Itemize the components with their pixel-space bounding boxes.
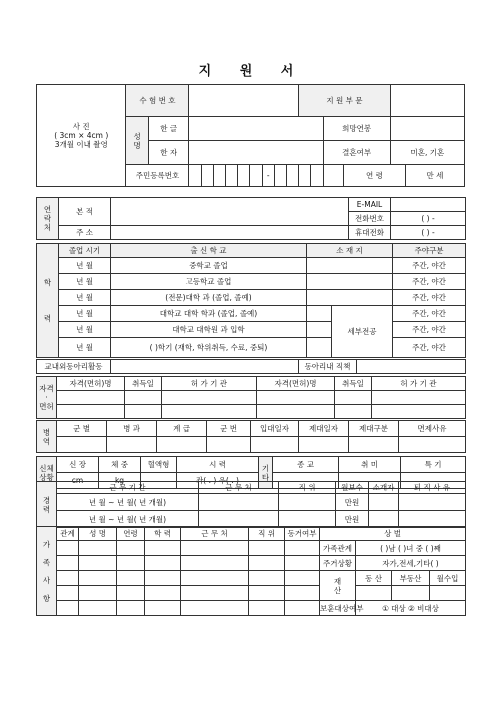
salary-field[interactable]: 만원 <box>336 511 369 528</box>
military-header: 병 과 <box>107 421 157 437</box>
relation-label: 가족관계 <box>320 541 356 556</box>
religion-header: 종 교 <box>273 457 339 473</box>
blood-header: 혈액형 <box>141 457 177 473</box>
location-field[interactable] <box>307 274 393 290</box>
exam-no-label: 수 험 번 호 <box>126 85 189 117</box>
dept-label: 지 원 부 문 <box>299 85 390 117</box>
family-header: 관계 <box>57 527 79 541</box>
marital-value: 미혼, 기혼 <box>390 141 464 165</box>
license-issuer-header: 허 가 기 관 <box>162 377 257 391</box>
license-cell[interactable] <box>162 405 257 419</box>
family-header: 성 명 <box>79 527 117 541</box>
email-field[interactable] <box>391 198 466 212</box>
education-label: 학 력 <box>37 244 59 358</box>
license-date-header: 취득일 <box>335 377 372 391</box>
award-header: 상 벌 <box>320 527 466 541</box>
daynight-header: 주야구분 <box>393 244 466 258</box>
license-cell[interactable] <box>57 391 125 405</box>
grad-date: 년 월 <box>59 274 111 290</box>
military-header: 면제사유 <box>399 421 466 437</box>
phone-field[interactable]: ( ) - <box>391 212 466 226</box>
license-cell[interactable] <box>335 391 372 405</box>
grad-date: 년 월 <box>59 338 111 358</box>
veteran-label: 보훈대상여부 <box>320 601 356 616</box>
family-cell[interactable] <box>249 601 285 616</box>
hanja-label: 한 자 <box>148 141 189 165</box>
family-cell[interactable] <box>57 556 79 571</box>
salary-field[interactable]: 만원 <box>336 494 369 511</box>
location-field[interactable] <box>307 306 332 322</box>
referee-field[interactable] <box>369 494 399 511</box>
school-row: 고등학교 졸업 <box>111 274 307 290</box>
hangul-field[interactable] <box>189 117 323 141</box>
family-cell[interactable] <box>181 571 249 586</box>
position-field[interactable] <box>279 494 336 511</box>
domicile-label: 본 적 <box>59 198 111 226</box>
military-cell[interactable] <box>107 437 157 453</box>
family-cell[interactable] <box>145 556 181 571</box>
military-header: 군 번 <box>207 421 251 437</box>
family-cell[interactable] <box>145 586 181 601</box>
family-cell[interactable] <box>181 586 249 601</box>
grad-date: 년 월 <box>59 322 111 338</box>
military-cell[interactable] <box>251 437 299 453</box>
photo-note: 3개월 이내 촬영 <box>54 140 108 149</box>
license-cell[interactable] <box>335 405 372 419</box>
company-field[interactable] <box>199 511 279 528</box>
rrn-dash: - <box>262 165 274 187</box>
daynight: 주간, 야간 <box>393 290 466 306</box>
family-header: 직 위 <box>249 527 285 541</box>
family-cell[interactable] <box>249 571 285 586</box>
military-cell[interactable] <box>299 437 349 453</box>
company-field[interactable] <box>199 494 279 511</box>
family-cell[interactable] <box>285 571 320 586</box>
military-header: 제대구분 <box>349 421 399 437</box>
daynight: 주간, 야간 <box>393 274 466 290</box>
rrn-digit[interactable] <box>323 165 343 187</box>
career-label: 경 력 <box>37 482 57 528</box>
photo-size: ( 3cm × 4cm ) <box>54 131 109 140</box>
mobile-field[interactable]: ( ) - <box>391 226 466 240</box>
period-field[interactable]: 년 월 ~ 년 월( 년 개월) <box>57 511 199 528</box>
contact-label: 연 락 처 <box>37 198 59 240</box>
position-field[interactable] <box>279 511 336 528</box>
salary-field[interactable] <box>390 117 464 141</box>
license-cell[interactable] <box>162 391 257 405</box>
family-cell[interactable] <box>57 571 79 586</box>
grad-date: 년 월 <box>59 258 111 274</box>
real-estate-label: 부동산 <box>392 571 430 586</box>
family-cell[interactable] <box>57 601 79 616</box>
license-cell[interactable] <box>57 405 125 419</box>
family-cell[interactable] <box>57 586 79 601</box>
license-cell[interactable] <box>257 405 335 419</box>
age-value: 만 세 <box>405 165 464 187</box>
family-cell[interactable] <box>249 541 285 556</box>
referee-header: 소개자 <box>369 482 399 494</box>
club-field[interactable] <box>111 360 299 374</box>
grad-date: 년 월 <box>59 290 111 306</box>
position-header: 직 위 <box>279 482 336 494</box>
license-table <box>36 376 466 419</box>
height-header: 신 장 <box>57 457 99 473</box>
family-cell[interactable] <box>57 541 79 556</box>
location-field[interactable] <box>307 258 393 274</box>
rrn-digit[interactable] <box>311 165 323 187</box>
school-row: 대학교 대학 학과 (졸업, 졸예) <box>111 306 307 322</box>
domicile-field[interactable] <box>111 198 349 226</box>
hobby-header: 취 미 <box>339 457 401 473</box>
rrn-digit[interactable] <box>286 165 298 187</box>
family-header: 연령 <box>117 527 145 541</box>
military-table <box>36 420 466 453</box>
daynight: 주간, 야간 <box>393 338 466 358</box>
family-cell[interactable] <box>181 556 249 571</box>
military-cell[interactable] <box>57 437 107 453</box>
military-cell[interactable] <box>399 437 466 453</box>
body-label: 신체 상황 <box>37 457 57 489</box>
real-estate-field[interactable] <box>392 586 430 601</box>
family-cell[interactable] <box>79 556 117 571</box>
sight-field[interactable]: 좌( . ) 우( . ) <box>177 473 259 489</box>
career-table <box>36 481 466 528</box>
family-header: 근 무 처 <box>181 527 249 541</box>
location-field[interactable] <box>307 338 332 358</box>
income-field[interactable] <box>430 586 466 601</box>
name-label: 성 명 <box>126 117 148 165</box>
family-cell[interactable] <box>145 571 181 586</box>
family-cell[interactable] <box>249 556 285 571</box>
rrn-digit[interactable] <box>226 165 238 187</box>
movable-field[interactable] <box>356 586 392 601</box>
family-cell[interactable] <box>79 586 117 601</box>
school-header: 출 신 학 교 <box>111 244 307 258</box>
hangul-label: 한 글 <box>148 117 189 141</box>
contact-table <box>36 197 466 240</box>
family-cell[interactable] <box>181 601 249 616</box>
weight-field[interactable]: kg <box>99 473 141 489</box>
period-header: 근 무 기 간 <box>57 482 199 494</box>
license-cell[interactable] <box>125 405 162 419</box>
page-title: 지 원 서 <box>198 64 306 79</box>
family-cell[interactable] <box>79 601 117 616</box>
grad-date: 년 월 <box>59 306 111 322</box>
family-cell[interactable] <box>117 541 145 556</box>
address-field[interactable] <box>111 226 349 240</box>
veteran-field[interactable]: ① 대상 ② 비대상 <box>356 601 466 616</box>
company-header: 근 무 처 <box>199 482 279 494</box>
email-label: E-MAIL <box>349 198 391 212</box>
period-field[interactable]: 년 월 ~ 년 월( 년 개월) <box>57 494 199 511</box>
family-cell[interactable] <box>249 586 285 601</box>
family-cell[interactable] <box>117 571 145 586</box>
photo-label: 사 진 <box>72 122 90 131</box>
location-field[interactable] <box>307 322 332 338</box>
family-cell[interactable] <box>285 541 320 556</box>
movable-label: 동 산 <box>356 571 392 586</box>
photo-box <box>37 85 126 187</box>
mobile-label: 휴대전화 <box>349 226 391 240</box>
dept-field[interactable] <box>390 85 464 117</box>
daynight: 주간, 야간 <box>393 258 466 274</box>
rrn-digit[interactable] <box>299 165 311 187</box>
housing-field[interactable]: 자가,전세,기타( ) <box>356 556 466 571</box>
rrn-digit[interactable] <box>189 165 201 187</box>
grad-header: 졸업 시기 <box>59 244 111 258</box>
license-cell[interactable] <box>125 391 162 405</box>
family-cell[interactable] <box>285 586 320 601</box>
rrn-digit[interactable] <box>201 165 213 187</box>
age-label: 연 령 <box>343 165 405 187</box>
weight-header: 체 중 <box>99 457 141 473</box>
income-label: 월수입 <box>430 571 466 586</box>
license-date-header: 취득일 <box>125 377 162 391</box>
military-cell[interactable] <box>349 437 399 453</box>
family-cell[interactable] <box>117 601 145 616</box>
rrn-digit[interactable] <box>274 165 286 187</box>
skill-header: 특 기 <box>401 457 466 473</box>
salary-header: 월보수 <box>336 482 369 494</box>
family-cell[interactable] <box>79 571 117 586</box>
school-row: (전문)대학 과 (졸업, 졸예) <box>111 290 307 306</box>
exam-no-field[interactable] <box>189 85 299 117</box>
school-row: 대학교 대학원 과 입학 <box>111 322 307 338</box>
club-label: 교내외동아리활동 <box>37 360 111 374</box>
military-label: 병 역 <box>37 421 57 453</box>
marital-label: 결혼여부 <box>323 141 390 165</box>
property-label: 재 산 <box>320 571 356 601</box>
housing-label: 주거상황 <box>320 556 356 571</box>
reason-field[interactable] <box>399 494 466 511</box>
family-table <box>36 526 466 616</box>
education-table <box>36 243 466 358</box>
family-label: 가 족 사 항 <box>37 527 57 616</box>
family-cell[interactable] <box>117 556 145 571</box>
military-header: 제대일자 <box>299 421 349 437</box>
daynight: 주간, 야간 <box>393 306 466 322</box>
referee-field[interactable] <box>369 511 399 528</box>
military-cell[interactable] <box>157 437 207 453</box>
family-header: 학 력 <box>145 527 181 541</box>
license-cell[interactable] <box>257 391 335 405</box>
family-cell[interactable] <box>145 601 181 616</box>
license-cell[interactable] <box>372 405 466 419</box>
rrn-label: 주민등록번호 <box>126 165 189 187</box>
military-header: 입대일자 <box>251 421 299 437</box>
club-role-label: 동아리내 직책 <box>299 360 357 374</box>
major-label: 세부전공 <box>332 306 393 358</box>
school-row: ( )학기 (재학, 학위취득, 수료, 중퇴) <box>111 338 307 358</box>
personal-table <box>36 84 465 187</box>
reason-header: 퇴 직 사 유 <box>399 482 466 494</box>
etc-label: 기 타 <box>259 457 273 489</box>
location-field[interactable] <box>307 290 393 306</box>
license-issuer-header: 허 가 기 관 <box>372 377 466 391</box>
rrn-digit[interactable] <box>250 165 262 187</box>
rrn-digit[interactable] <box>213 165 225 187</box>
family-cell[interactable] <box>285 556 320 571</box>
daynight: 주간, 야간 <box>393 322 466 338</box>
family-cell[interactable] <box>145 541 181 556</box>
club-table <box>36 359 466 374</box>
military-cell[interactable] <box>207 437 251 453</box>
height-field[interactable]: cm <box>57 473 99 489</box>
school-row: 중학교 졸업 <box>111 258 307 274</box>
military-header: 계 급 <box>157 421 207 437</box>
family-cell[interactable] <box>285 601 320 616</box>
license-label: 자격 · 면허 <box>37 377 57 419</box>
reason-field[interactable] <box>399 511 466 528</box>
license-name-header: 자격(면허)명 <box>257 377 335 391</box>
family-header: 동거여부 <box>285 527 320 541</box>
address-label: 주 소 <box>59 226 111 240</box>
family-cell[interactable] <box>117 586 145 601</box>
license-name-header: 자격(면허)명 <box>57 377 125 391</box>
sight-header: 시 력 <box>177 457 259 473</box>
phone-label: 전화번호 <box>349 212 391 226</box>
license-cell[interactable] <box>372 391 466 405</box>
club-role-field[interactable] <box>357 360 466 374</box>
relation-field[interactable]: ( )남 ( )녀 중 ( )째 <box>356 541 466 556</box>
family-cell[interactable] <box>79 541 117 556</box>
location-header: 소 재 지 <box>307 244 393 258</box>
salary-label: 희망연봉 <box>323 117 390 141</box>
rrn-digit[interactable] <box>238 165 250 187</box>
hanja-field[interactable] <box>189 141 323 165</box>
family-cell[interactable] <box>181 541 249 556</box>
military-header: 군 별 <box>57 421 107 437</box>
